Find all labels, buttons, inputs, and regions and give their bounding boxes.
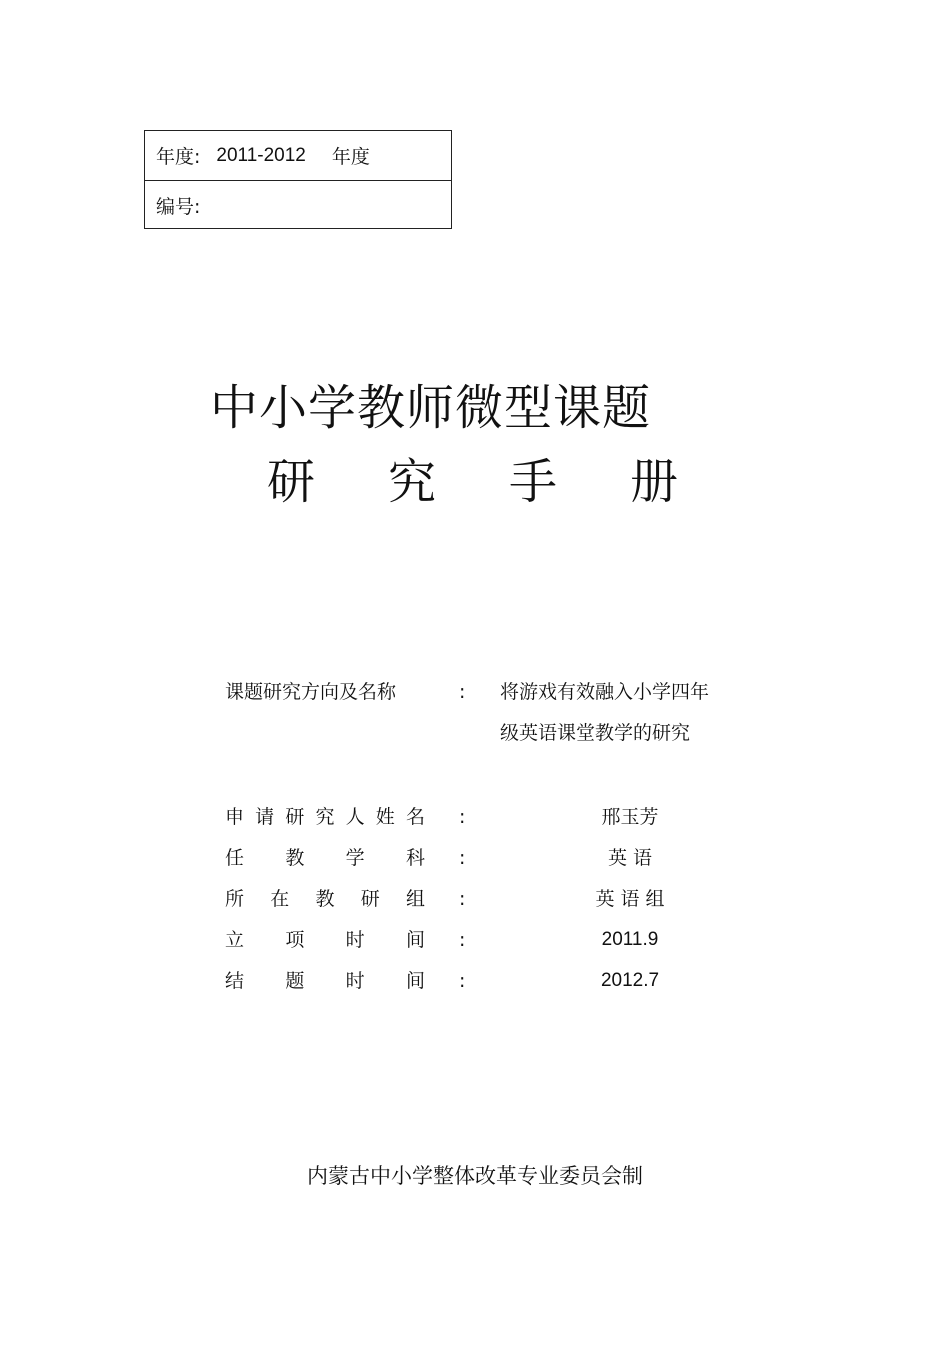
document-title-line2 (267, 450, 751, 514)
label-char: 申 (225, 806, 245, 828)
topic-value: 将游戏有效融入小学四年级英语课堂教学的研究 (500, 681, 710, 744)
info-row-end (225, 967, 745, 1008)
label-char: 时 (345, 929, 365, 951)
label-char: 究 (315, 806, 335, 828)
colon: : (459, 847, 466, 869)
subject-value: 英 语 (607, 847, 653, 869)
info-row-applicant (225, 803, 745, 844)
label-char: 请 (255, 806, 275, 828)
info-row-group (225, 885, 745, 926)
label-char: 结 (225, 970, 245, 992)
year-row (145, 131, 451, 181)
label-char: 研 (285, 806, 305, 828)
title-char: 手 (509, 454, 558, 510)
label-char: 间 (405, 929, 425, 951)
year-value: 2011-2012 (216, 144, 306, 166)
label-char: 立 (225, 929, 245, 951)
colon: : (459, 970, 466, 992)
number-label: 编号: (156, 196, 201, 218)
label-char: 项 (285, 929, 305, 951)
colon: : (459, 806, 466, 828)
title-char: 究 (388, 454, 437, 510)
group-label (225, 885, 425, 913)
start-label (225, 926, 425, 954)
end-value: 2012.7 (600, 970, 660, 991)
label-char: 人 (345, 806, 365, 828)
year-label: 年度: (156, 146, 201, 168)
label-char: 研 (360, 888, 380, 910)
label-char: 科 (405, 847, 425, 869)
title-char: 研 (267, 454, 316, 510)
group-value: 英 语 组 (595, 888, 665, 910)
year-suffix: 年度 (331, 146, 370, 168)
subject-label (225, 844, 425, 872)
label-char: 题 (285, 970, 305, 992)
title-char: 册 (630, 454, 679, 510)
colon: : (459, 888, 466, 910)
info-row-start (225, 926, 745, 967)
info-row-subject (225, 844, 745, 885)
label-char: 所 (225, 888, 245, 910)
year-number-box (144, 130, 452, 229)
label-char: 在 (270, 888, 290, 910)
applicant-value: 邢玉芳 (601, 806, 659, 828)
number-row (145, 181, 451, 230)
topic-label: 课题研究方向及名称 (225, 681, 397, 703)
label-char: 教 (285, 847, 305, 869)
document-title-line1: 中小学教师微型课题 (210, 380, 652, 436)
start-value: 2011.9 (601, 929, 659, 950)
end-label (225, 967, 425, 995)
issuer-footer: 内蒙古中小学整体改革专业委员会制 (307, 1164, 643, 1188)
project-info (225, 678, 745, 1008)
label-char: 任 (225, 847, 245, 869)
info-row-topic (225, 678, 745, 803)
applicant-label (225, 803, 425, 831)
label-char: 组 (405, 888, 425, 910)
label-char: 名 (405, 806, 425, 828)
label-char: 学 (345, 847, 365, 869)
colon: : (459, 681, 466, 703)
label-char: 教 (315, 888, 335, 910)
label-char: 时 (345, 970, 365, 992)
label-char: 姓 (375, 806, 395, 828)
colon: : (459, 929, 466, 951)
label-char: 间 (405, 970, 425, 992)
